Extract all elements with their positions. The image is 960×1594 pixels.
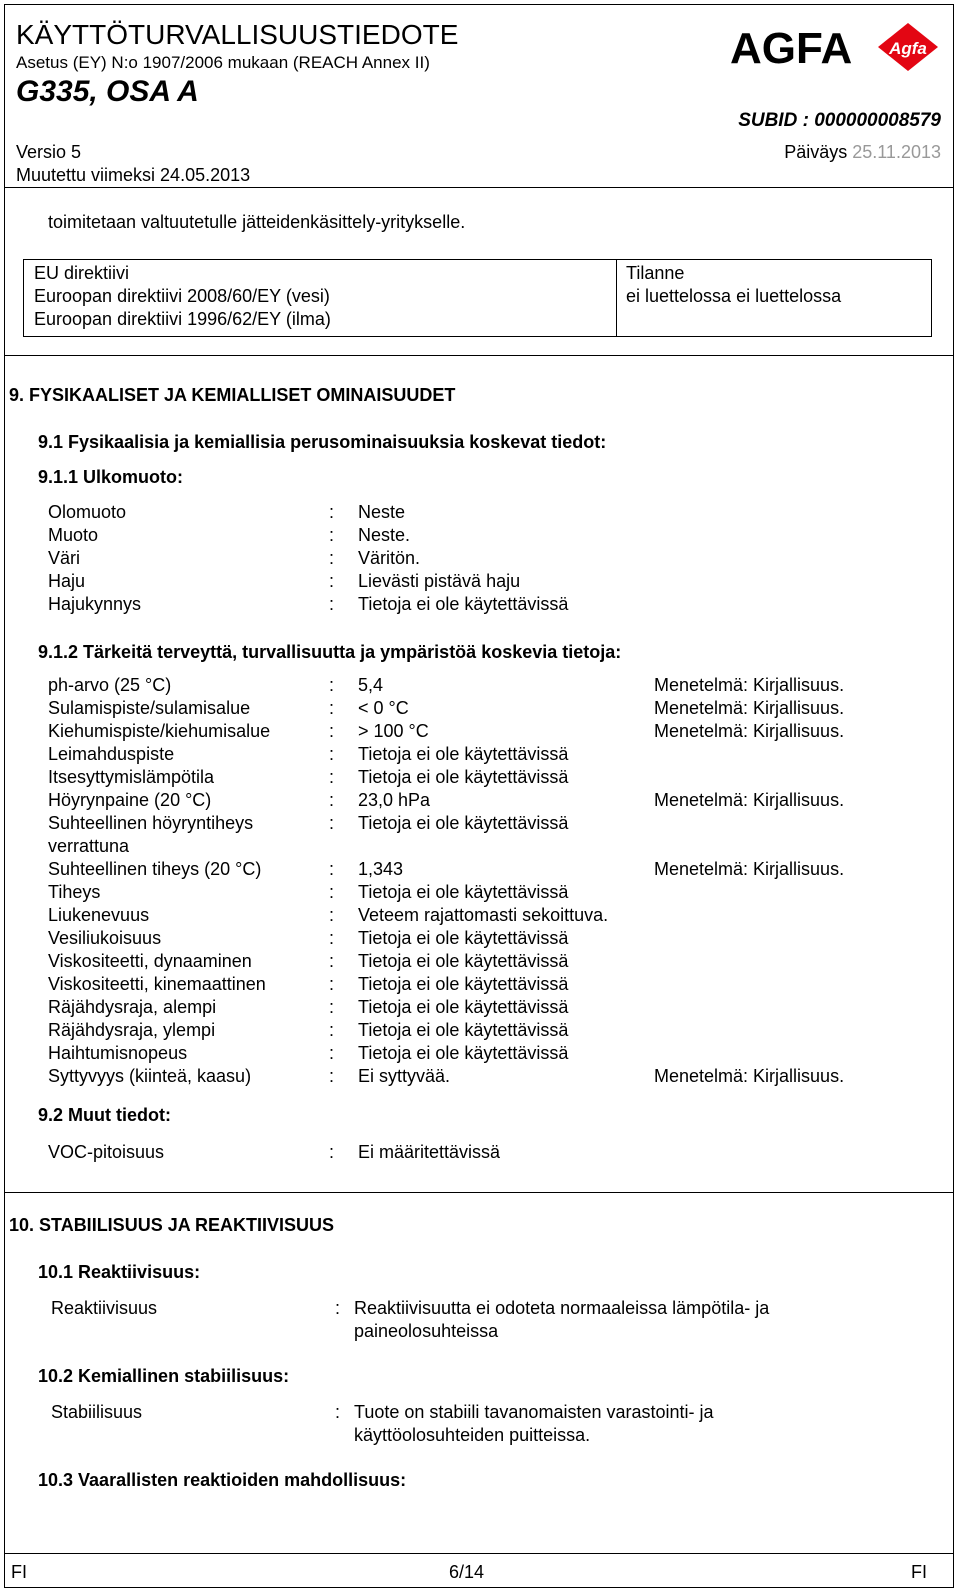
agfa-logo [730,21,945,73]
header-divider [5,187,953,188]
section-9-1-title: 9.1 Fysikaalisia ja kemiallisia perusominaisuuksia koskevat tiedot: [38,432,607,452]
property-label: Höyrynpaine (20 °C) [48,790,212,810]
appearance-label: Hajukynnys [48,594,142,614]
property-value: 1,343 [358,859,404,879]
property-label-continued: verrattuna [48,836,130,856]
footer-language-left: FI [11,1562,27,1582]
section-10-3-title: 10.3 Vaarallisten reaktioiden mahdollisuus: [38,1470,407,1490]
document-page [4,4,954,1588]
colon-separator: : [329,594,335,614]
section-10-title: 10. STABIILISUUS JA REAKTIIVISUUS [9,1215,335,1235]
colon-separator: : [329,1020,335,1040]
stability-label: Stabiilisuus [51,1402,143,1422]
property-value: Tietoja ei ole käytettävissä [358,928,569,948]
table-header-status: Tilanne [626,263,685,283]
property-value: 23,0 hPa [358,790,431,810]
property-label: Viskositeetti, kinemaattinen [48,974,266,994]
appearance-label: Väri [48,548,81,568]
property-label: Itsesyttymislämpötila [48,767,215,787]
section-10-1-title: 10.1 Reaktiivisuus: [38,1262,201,1282]
property-value: Tietoja ei ole käytettävissä [358,951,569,971]
section-9-title: 9. FYSIKAALISET JA KEMIALLISET OMINAISUUDET [9,385,456,405]
colon-separator: : [329,813,335,833]
modified-date: Muutettu viimeksi 24.05.2013 [16,165,251,185]
property-label: Räjähdysraja, alempi [48,997,217,1017]
appearance-value: Lievästi pistävä haju [358,571,521,591]
colon-separator: : [329,721,335,741]
section-9-1-2-title: 9.1.2 Tärkeitä terveyttä, turvallisuutta ja ympäristöä koskevia tietoja: [38,642,622,662]
section-9-2-title: 9.2 Muut tiedot: [38,1105,171,1125]
property-label: Tiheys [48,882,101,902]
property-value: < 0 °C [358,698,409,718]
colon-separator: : [329,928,335,948]
property-value: Tietoja ei ole käytettävissä [358,813,569,833]
property-method: Menetelmä: Kirjallisuus. [654,1066,845,1086]
property-label: Sulamispiste/sulamisalue [48,698,251,718]
colon-separator: : [329,1066,335,1086]
property-value: > 100 °C [358,721,429,741]
subid-label: SUBID : 000000008579 [738,110,941,131]
voc-value: Ei määritettävissä [358,1142,501,1162]
property-label: Räjähdysraja, ylempi [48,1020,216,1040]
property-value: Tietoja ei ole käytettävissä [358,974,569,994]
appearance-label: Olomuoto [48,502,127,522]
colon-separator: : [329,571,335,591]
property-label: Haihtumisnopeus [48,1043,188,1063]
issue-date [784,142,941,163]
property-label: ph-arvo (25 °C) [48,675,172,695]
colon-separator: : [329,744,335,764]
reactivity-value-line2: paineolosuhteissa [354,1321,499,1341]
appearance-value: Väritön. [358,548,421,568]
section-9-1-1-title: 9.1.1 Ulkomuoto: [38,467,184,487]
date-label: Päiväys [784,142,848,162]
property-value: 5,4 [358,675,384,695]
intro-text: toimitetaan valtuutetulle jätteidenkäsittely-yritykselle. [48,212,466,232]
property-value: Tietoja ei ole käytettävissä [358,767,569,787]
document-header [5,5,953,187]
property-label: Syttyvyys (kiinteä, kaasu) [48,1066,252,1086]
colon-separator: : [329,675,335,695]
eu-directive-table [23,259,932,337]
property-method: Menetelmä: Kirjallisuus. [654,721,845,741]
property-value: Tietoja ei ole käytettävissä [358,1043,569,1063]
colon-separator: : [329,1142,335,1162]
product-name: G335, OSA A [16,75,199,108]
section-divider [5,1192,953,1193]
property-label: Vesiliukoisuus [48,928,162,948]
page-footer [5,1553,953,1588]
property-label: Leimahduspiste [48,744,175,764]
agfa-logo-badge: Agfa [889,39,927,58]
footer-language-right: FI [911,1562,927,1582]
date-value: 25.11.2013 [852,142,941,162]
appearance-label: Haju [48,571,86,591]
colon-separator: : [329,548,335,568]
regulation-text: Asetus (EY) N:o 1907/2006 mukaan (REACH Annex II) [16,53,430,72]
colon-separator: : [329,767,335,787]
colon-separator: : [329,905,335,925]
property-value: Ei syttyvää. [358,1066,451,1086]
property-method: Menetelmä: Kirjallisuus. [654,675,845,695]
reactivity-label: Reaktiivisuus [51,1298,158,1318]
appearance-label: Muoto [48,525,99,545]
section-divider [5,355,953,356]
colon-separator: : [335,1402,341,1422]
colon-separator: : [329,859,335,879]
colon-separator: : [329,997,335,1017]
property-value: Tietoja ei ole käytettävissä [358,744,569,764]
stability-value-line1: Tuote on stabiili tavanomaisten varastointi- ja [354,1402,714,1422]
table-header-directive: EU direktiivi [34,263,130,283]
property-label: Suhteellinen tiheys (20 °C) [48,859,262,879]
voc-label: VOC-pitoisuus [48,1142,165,1162]
property-value: Tietoja ei ole käytettävissä [358,1020,569,1040]
colon-separator: : [329,974,335,994]
property-value: Tietoja ei ole käytettävissä [358,997,569,1017]
colon-separator: : [329,951,335,971]
property-value: Tietoja ei ole käytettävissä [358,882,569,902]
property-label: Suhteellinen höyryntiheys [48,813,254,833]
stability-value-line2: käyttöolosuhteiden puitteissa. [354,1425,591,1445]
page-number: 6/14 [449,1562,485,1582]
section-10-2-title: 10.2 Kemiallinen stabiilisuus: [38,1366,290,1386]
property-label: Viskositeetti, dynaaminen [48,951,252,971]
colon-separator: : [329,790,335,810]
colon-separator: : [329,882,335,902]
colon-separator: : [335,1298,341,1318]
agfa-logo-wordmark: AGFA [730,24,853,73]
colon-separator: : [329,1043,335,1063]
property-method: Menetelmä: Kirjallisuus. [654,859,845,879]
property-method: Menetelmä: Kirjallisuus. [654,790,845,810]
appearance-value: Neste. [358,525,411,545]
appearance-value: Neste [358,502,406,522]
property-label: Kiehumispiste/kiehumisalue [48,721,271,741]
table-cell: Euroopan direktiivi 2008/60/EY (vesi) [34,286,330,306]
reactivity-value-line1: Reaktiivisuutta ei odoteta normaaleissa lämpötila- ja [354,1298,770,1318]
property-value: Veteem rajattomasti sekoittuva. [358,905,609,925]
appearance-value: Tietoja ei ole käytettävissä [358,594,569,614]
colon-separator: : [329,698,335,718]
table-cell: Euroopan direktiivi 1996/62/EY (ilma) [34,309,331,329]
table-cell-status: ei luettelossa ei luettelossa [626,286,842,306]
property-method: Menetelmä: Kirjallisuus. [654,698,845,718]
document-title: KÄYTTÖTURVALLISUUSTIEDOTE [16,19,459,50]
table-divider [616,260,617,336]
colon-separator: : [329,502,335,522]
colon-separator: : [329,525,335,545]
property-label: Liukenevuus [48,905,150,925]
version-text: Versio 5 [16,142,82,162]
